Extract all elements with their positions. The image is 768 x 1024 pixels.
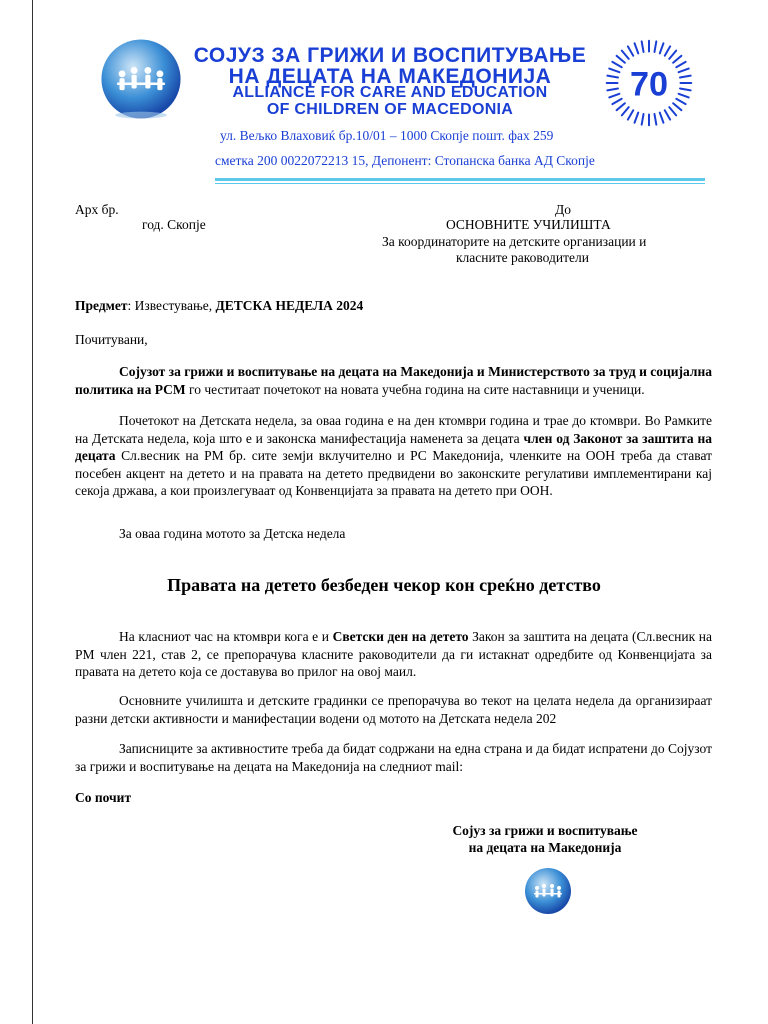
header-rule-thin bbox=[215, 183, 705, 184]
badge-ray bbox=[609, 69, 619, 73]
to-line2: За координаторите на детските организации и bbox=[382, 234, 647, 249]
badge-ray bbox=[635, 43, 639, 53]
para1-rest: го честитаат почетокот на новата учебна година на сите наставници и ученици. bbox=[185, 381, 645, 397]
badge-ray bbox=[622, 51, 629, 59]
archive-number: Арх бр. bbox=[75, 202, 119, 217]
paragraph-4 bbox=[75, 692, 712, 727]
alliance-logo-icon bbox=[98, 36, 184, 122]
badge-ray bbox=[642, 114, 644, 125]
badge-ray bbox=[679, 69, 689, 73]
greeting: Почитувани, bbox=[75, 332, 148, 347]
motto-intro: За оваа година мотото за Детска недела bbox=[119, 526, 346, 541]
badge-ray bbox=[635, 113, 639, 123]
para5-text: Записниците за активностите треба да бидат содржани на една страна и да бидат испратени до Сојузот за грижи и воспитување на децата на Македонија на следниот mail: bbox=[75, 741, 712, 774]
badge-ray bbox=[676, 99, 685, 104]
subject-title: ДЕТСКА НЕДЕЛА 2024 bbox=[215, 298, 364, 313]
closing: Со почит bbox=[75, 790, 132, 805]
badge-ray bbox=[612, 99, 621, 104]
para3-part1: На класниот час на ктомври кога е и bbox=[119, 629, 333, 644]
badge-ray bbox=[669, 51, 676, 59]
badge-ray bbox=[654, 114, 656, 125]
badge-ray bbox=[609, 94, 619, 98]
paragraph-2 bbox=[75, 412, 712, 500]
para1-bold: Сојузот за грижи и воспитување на децата на Македонија и Министерството за труд и социјална политика на РСМ bbox=[75, 364, 712, 397]
para3-part2: Закон за заштита на децата (Сл.весник на РМ член 221, став 2, се препорачува класните раководители да ги истакнат одредбите од Конвенцијата за правата на детето која се доставува во прилог на овој маил. bbox=[75, 629, 712, 679]
badge-ray bbox=[680, 88, 691, 90]
para4-text: Основните училишта и детските градинки се препорачува во текот на целата недела да организираат разни детски активности и манифестации водени од мотото на Детската недела 202 bbox=[75, 693, 712, 726]
badge-ray bbox=[665, 110, 670, 119]
signature-line1: Сојуз за грижи и воспитување bbox=[452, 823, 638, 838]
to-label: До bbox=[555, 202, 571, 217]
para2-law-ref: член од Законот за заштита на децата bbox=[75, 430, 712, 463]
subject-line bbox=[75, 298, 363, 314]
para2-part2: Сл.весник на РМ бр. сите земји вклучително и РС Македонија, членките на ООН треба да стават посебен акцент на детето и на правата на детето предвидени во законските регулативи имплементирани кај секоја држава, а кои произлегуваат од Конвенцијата за правата на детето при ООН. bbox=[75, 448, 712, 498]
badge-ray bbox=[665, 46, 670, 55]
badge-ray bbox=[673, 103, 681, 110]
account-line: сметка 200 0022072213 15, Депонент: Стопанска банка АД Скопје bbox=[215, 153, 595, 168]
subject-text: Известување, bbox=[131, 298, 216, 313]
badge-ray bbox=[612, 62, 621, 67]
badge-ray bbox=[622, 107, 629, 115]
subject-label: Предмет bbox=[75, 298, 128, 313]
badge-ray bbox=[607, 88, 618, 90]
motto-heading: Правата на детето безбеден чекор кон среќно детство bbox=[167, 575, 601, 595]
anniversary-badge-icon bbox=[604, 38, 694, 128]
org-name-mk-line2: НА ДЕЦАТА НА МАКЕДОНИЈА bbox=[228, 65, 552, 88]
subject-colon: : bbox=[127, 298, 132, 313]
org-name-mk-line1: СОЈУЗ ЗА ГРИЖИ И ВОСПИТУВАЊЕ bbox=[193, 44, 587, 67]
badge-ray bbox=[676, 62, 685, 67]
badge-ray bbox=[660, 43, 664, 53]
badge-number: 70 bbox=[629, 65, 669, 104]
badge-ray bbox=[617, 56, 625, 63]
badge-ray bbox=[669, 107, 676, 115]
badge-ray bbox=[642, 41, 644, 52]
para3-world-day: Светски ден на детето bbox=[332, 629, 469, 644]
badge-ray bbox=[680, 76, 691, 78]
para2-part1: Почетокот на Детската недела, за оваа година е на ден ктомври година и трае до ктомври. Во Рамките на Детската недела, која што е и законска манифестација наменета за децата bbox=[75, 413, 712, 446]
badge-ray bbox=[654, 41, 656, 52]
paragraph-3 bbox=[75, 628, 712, 681]
to-line3: класните раководители bbox=[456, 250, 589, 265]
badge-ray bbox=[607, 76, 618, 78]
badge-ray bbox=[628, 46, 633, 55]
badge-ray bbox=[628, 110, 633, 119]
signature-line2: на децата на Македонија bbox=[468, 840, 622, 855]
org-name-en-line1: ALLIANCE FOR CARE AND EDUCATION bbox=[232, 84, 548, 101]
paragraph-1 bbox=[75, 363, 712, 398]
badge-ray bbox=[617, 103, 625, 110]
badge-ray bbox=[673, 56, 681, 63]
header-rule-thick bbox=[215, 178, 705, 181]
badge-ray bbox=[679, 94, 689, 98]
badge-ray bbox=[660, 113, 664, 123]
paragraph-5 bbox=[75, 740, 712, 775]
year-city: год. Скопје bbox=[142, 217, 206, 232]
to-recipient: ОСНОВНИТЕ УЧИЛИШТА bbox=[446, 217, 611, 232]
org-name-en-line2: OF CHILDREN OF MACEDONIA bbox=[266, 101, 514, 118]
page-edge-line bbox=[32, 0, 33, 1024]
alliance-logo-small-icon bbox=[523, 866, 573, 916]
address-line: ул. Вељко Влаховиќ бр.10/01 – 1000 Скопје пошт. фах 259 bbox=[220, 128, 554, 143]
